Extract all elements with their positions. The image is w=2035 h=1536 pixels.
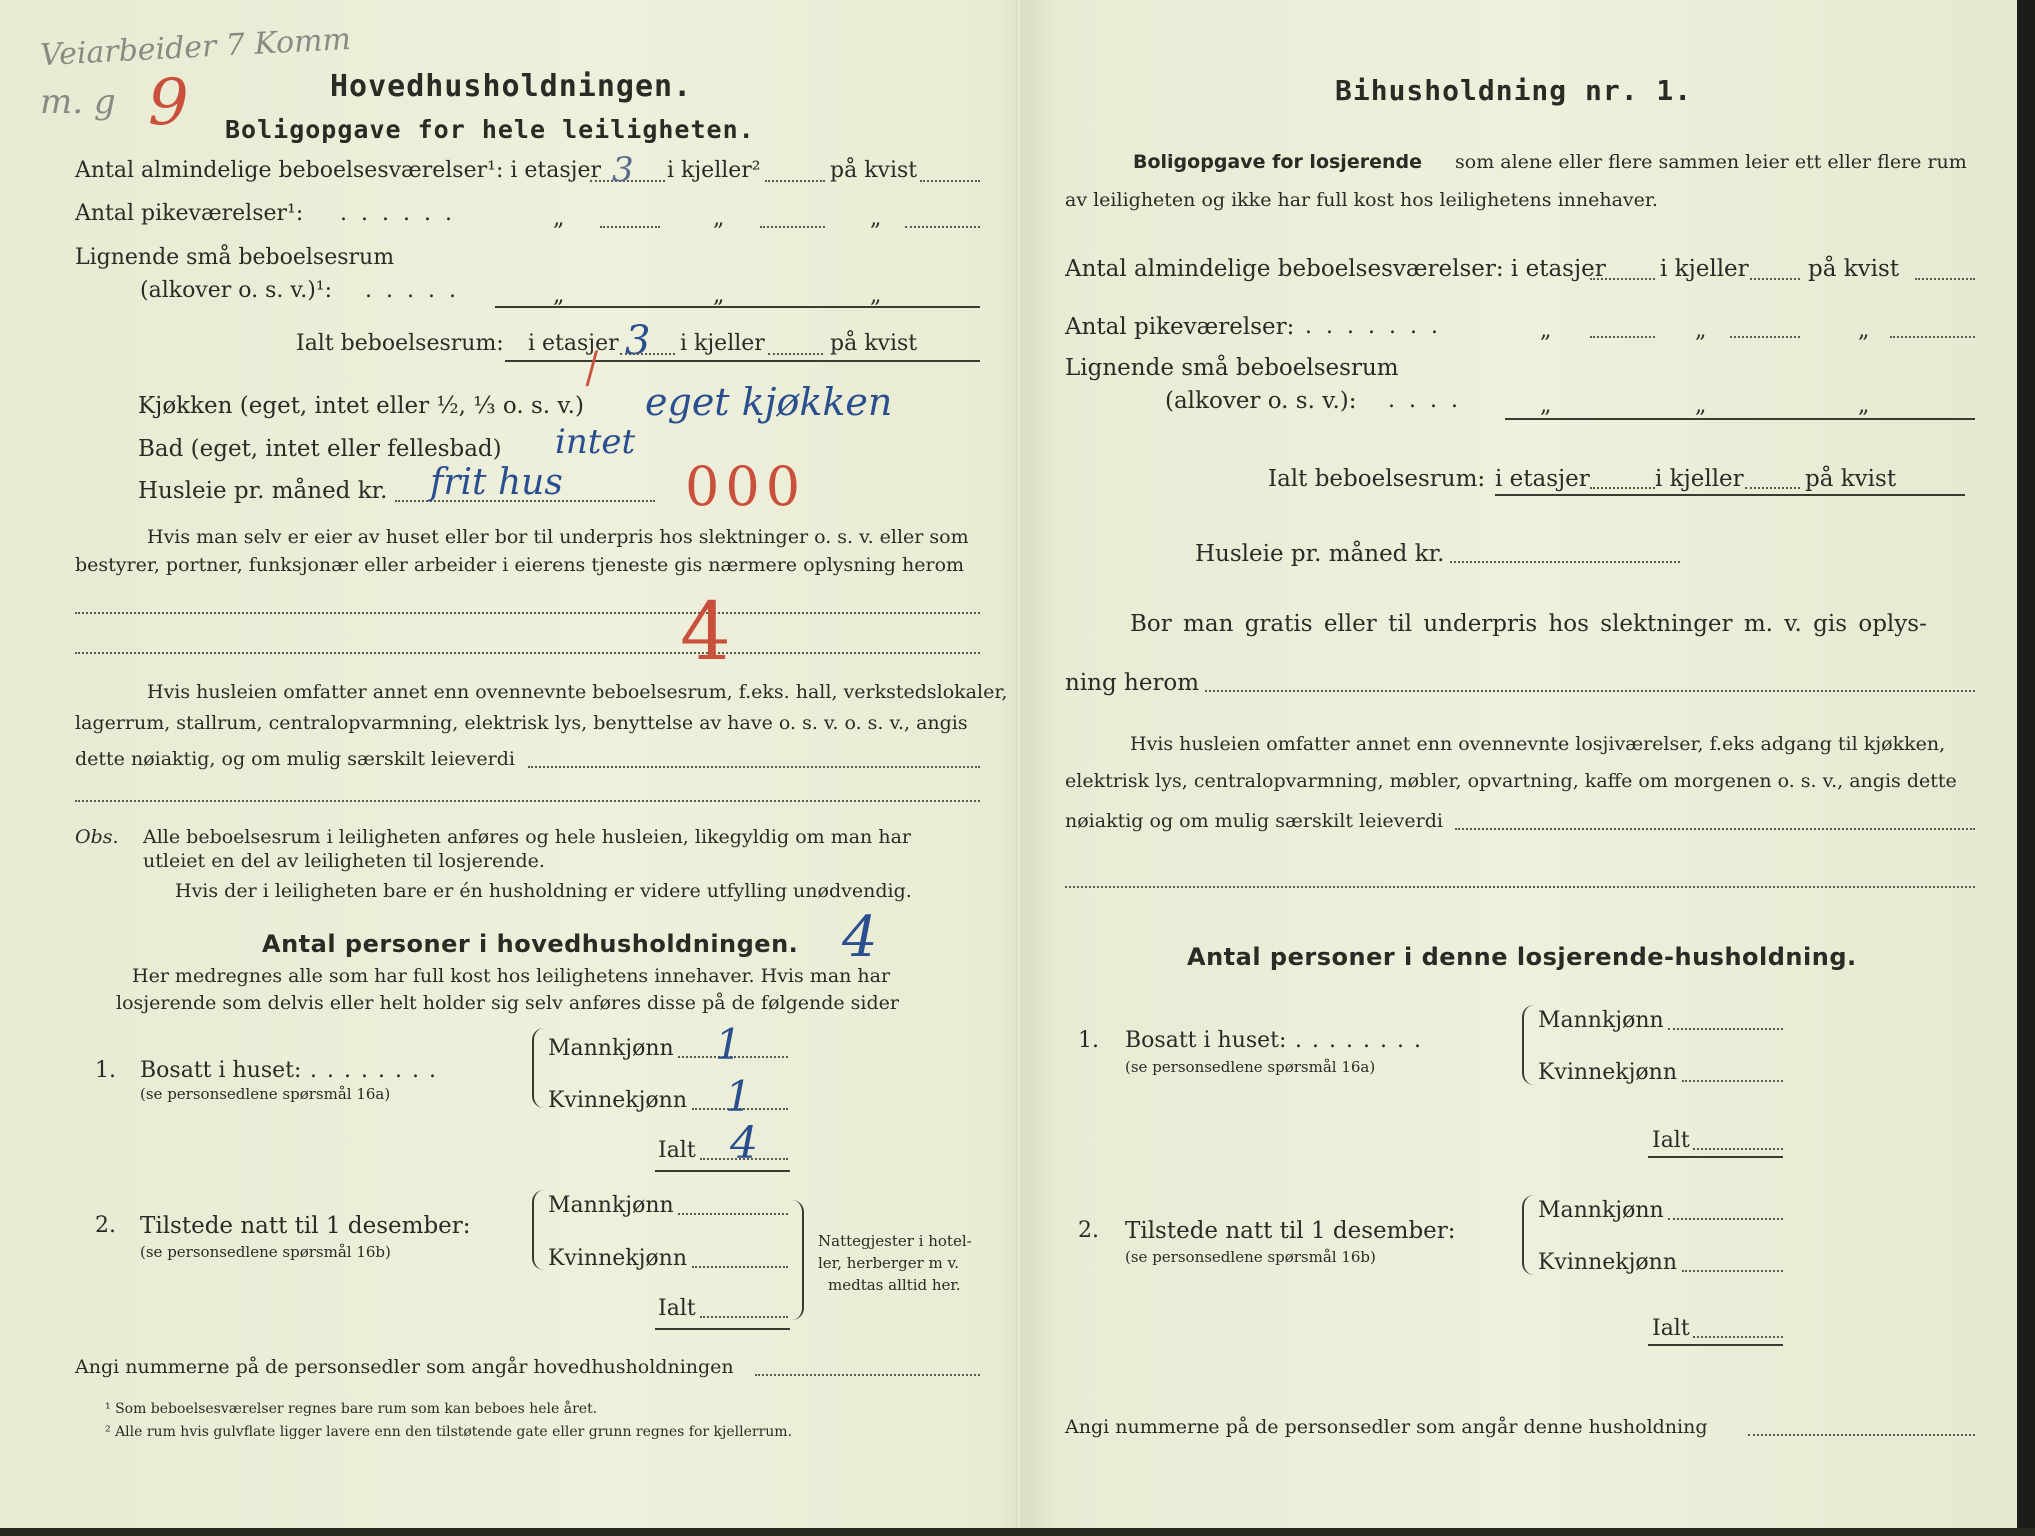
husleie-label: Husleie pr. måned kr. (138, 478, 388, 504)
right-intro-line-2: av leiligheten og ikke har full kost hos leilighetens innehaver. (1065, 189, 1658, 211)
right-q2-ialt-underline (1648, 1344, 1783, 1346)
left-q1-sub: (se personsedlene spørsmål 16a) (140, 1085, 391, 1103)
right-q2-number: 2. (1078, 1218, 1099, 1243)
right-field-ialt-etasjer[interactable] (1590, 487, 1655, 489)
right-omfatter-field[interactable] (1455, 828, 1975, 830)
right-persons-title: Antal personer i denne losjerende-husholdning. (1187, 943, 1857, 971)
handwritten-bad-value: intet (555, 422, 636, 462)
left-q2-ialt-underline (655, 1328, 790, 1330)
handwritten-red-husleie: 000 (685, 455, 807, 518)
ialt-etasjer-label: i etasjer (528, 331, 619, 356)
ditto-mark: „ (1695, 318, 1707, 343)
right-field-pike-etasjer[interactable] (1590, 336, 1655, 338)
handwritten-ialt-etasjer: 3 (625, 318, 651, 364)
field-pike-kjeller[interactable] (760, 226, 825, 228)
left-persons-text-line-1: Her medregnes alle som har full kost hos leilighetens innehaver. Hvis man har (132, 965, 891, 987)
natt-note-line-2: ler, herberger m v. (818, 1254, 959, 1272)
right-q2-sub: (se personsedlene spørsmål 16b) (1125, 1248, 1376, 1266)
right-antal-kvist-label: på kvist (1808, 256, 1900, 282)
left-q2-brace (532, 1190, 544, 1270)
omfatter-answer-line-2[interactable] (75, 800, 980, 802)
left-q2-label: Tilstede natt til 1 desember: (140, 1213, 471, 1239)
right-q1-number: 1. (1078, 1028, 1099, 1053)
left-persons-title: Antal personer i hovedhusholdningen. (262, 930, 799, 958)
field-antal-kjeller[interactable] (765, 180, 825, 182)
right-q1-leader: ........ (1295, 1028, 1431, 1053)
right-q1-label: Bosatt i huset: (1125, 1028, 1287, 1053)
right-q1-mann-label: Mannkjønn (1538, 1008, 1664, 1033)
right-q2-ialt-field[interactable] (1693, 1336, 1783, 1338)
ditto-mark: „ (870, 206, 882, 231)
handwritten-red-number: 9 (148, 66, 189, 140)
omfatter-answer-line[interactable] (528, 766, 980, 768)
right-ialt-underline (1495, 494, 1965, 496)
right-ialt-kvist-label: på kvist (1805, 466, 1897, 492)
left-angi-text: Angi nummerne på de personsedler som angår hovedhusholdningen (75, 1356, 734, 1378)
obs-text-line-3: Hvis der i leiligheten bare er én husholdning er videre utfylling unødvendig. (175, 880, 912, 902)
right-field-pike-kjeller[interactable] (1730, 336, 1800, 338)
right-q2-ialt-label: Ialt (1652, 1316, 1690, 1341)
right-field-antal-kvist[interactable] (1915, 278, 1975, 280)
right-intro-bold: Boligopgave for losjerende (1133, 151, 1422, 173)
ialt-kvist-label: på kvist (830, 331, 918, 356)
right-intro-line-1: som alene eller flere sammen leier ett eller flere rum (1455, 151, 1967, 173)
eier-answer-line-1[interactable] (75, 612, 980, 614)
sum-line (495, 306, 980, 308)
omfatter-text-line-1: Hvis husleien omfatter annet enn ovennevnte beboelsesrum, f.eks. hall, verkstedslokaler, (147, 681, 1008, 703)
bad-label: Bad (eget, intet eller fellesbad) (138, 436, 502, 462)
left-q2-ialt-label: Ialt (658, 1296, 696, 1321)
ditto-mark: „ (1540, 318, 1552, 343)
footnote-2: ² Alle rum hvis gulvflate ligger lavere enn den tilstøtende gate eller grunn regnes for kjellerrum. (105, 1424, 793, 1440)
ialt-underline (505, 360, 980, 362)
eier-text-line-2: bestyrer, portner, funksjonær eller arbeider i eierens tjeneste gis nærmere oplysning herom (75, 554, 965, 576)
right-q1-brace (1522, 1005, 1534, 1085)
left-page-subtitle: Boligopgave for hele leiligheten. (225, 115, 755, 144)
left-q1-kvinne-label: Kvinnekjønn (548, 1088, 687, 1113)
field-pike-etasjer[interactable] (600, 226, 660, 228)
obs-text-line-2: utleiet en del av leiligheten til losjerende. (143, 850, 545, 872)
right-q1-ialt-label: Ialt (1652, 1128, 1690, 1153)
right-angi-text: Angi nummerne på de personsedler som angår denne husholdning (1065, 1416, 1708, 1438)
right-q2-kvinne-field[interactable] (1682, 1270, 1783, 1272)
row-antal-kjeller-label: i kjeller² (667, 158, 761, 183)
right-field-ialt-kjeller[interactable] (1745, 487, 1800, 489)
left-q1-number: 1. (95, 1058, 116, 1083)
right-q2-mann-label: Mannkjønn (1538, 1198, 1664, 1223)
row-pike-label: Antal pikeværelser¹: (75, 201, 304, 226)
omfatter-text-line-3: dette nøiaktig, og om mulig særskilt leieverdi (75, 748, 515, 770)
footnote-1: ¹ Som beboelsesværelser regnes bare rum som kan beboes hele året. (105, 1401, 598, 1417)
left-q2-mann-field[interactable] (678, 1213, 788, 1215)
handwritten-occupation-note: Veiarbeider 7 Komm (39, 21, 352, 74)
left-q2-sub: (se personsedlene spørsmål 16b) (140, 1243, 391, 1261)
row-lignende-label-1: Lignende små beboelsesrum (75, 245, 395, 270)
left-q1-brace (532, 1028, 544, 1108)
right-field-pike-kvist[interactable] (1890, 336, 1975, 338)
right-ialt-label: Ialt beboelsesrum: (1268, 466, 1486, 492)
right-q2-brace (1522, 1195, 1534, 1275)
right-row-lignende-label-2: (alkover o. s. v.): (1165, 388, 1357, 414)
eier-text-line-1: Hvis man selv er eier av huset eller bor til underpris hos slektninger o. s. v. eller som (147, 526, 969, 548)
left-q2-number: 2. (95, 1213, 116, 1238)
right-q1-sub: (se personsedlene spørsmål 16a) (1125, 1058, 1376, 1076)
right-row-pike-label: Antal pikeværelser: (1065, 314, 1295, 340)
right-antal-kjeller-label: i kjeller (1660, 256, 1749, 282)
right-sum-line (1505, 418, 1975, 420)
field-ialt-kjeller[interactable] (768, 353, 823, 355)
left-q2-kvinne-field[interactable] (692, 1266, 788, 1268)
left-q2-right-brace (792, 1200, 804, 1320)
right-field-antal-etasjer[interactable] (1590, 278, 1655, 280)
handwritten-kjokken-value: eget kjøkken (645, 380, 893, 424)
ditto-mark: „ (553, 283, 565, 308)
right-row-antal-label: Antal almindelige beboelsesværelser: i etasjer (1065, 256, 1606, 282)
ialt-kjeller-label: i kjeller (680, 331, 765, 356)
right-q1-mann-field[interactable] (1668, 1028, 1783, 1030)
left-angi-field[interactable] (755, 1374, 980, 1376)
row-antal-kvist-label: på kvist (830, 158, 918, 183)
right-gratis-line-1: Bor man gratis eller til underpris hos slektninger m. v. gis oplys- (1130, 611, 1927, 637)
handwritten-red-stroke: / (580, 344, 604, 392)
ditto-mark: „ (713, 283, 725, 308)
row-lignende-leader: ..... (365, 278, 470, 303)
right-page-title: Bihusholdning nr. 1. (1335, 74, 1693, 107)
ditto-mark: „ (1540, 393, 1552, 418)
ditto-mark: „ (553, 206, 565, 231)
right-ialt-kjeller-label: i kjeller (1655, 466, 1744, 492)
right-omfatter-line-2: elektrisk lys, centralopvarmning, møbler, opvartning, kaffe om morgenen o. s. v., angis dette (1065, 770, 1957, 792)
page-fold (1016, 0, 1022, 1536)
right-q1-ialt-underline (1648, 1156, 1783, 1158)
natt-note-line-1: Nattegjester i hotel- (818, 1232, 972, 1250)
right-q1-kvinne-label: Kvinnekjønn (1538, 1060, 1677, 1085)
obs-text-line-1: Alle beboelsesrum i leiligheten anføres og hele husleien, likegyldig om man har (143, 826, 911, 848)
row-lignende-label-2: (alkover o. s. v.)¹: (140, 278, 333, 303)
scan-edge-right (2017, 0, 2035, 1536)
right-q2-kvinne-label: Kvinnekjønn (1538, 1250, 1677, 1275)
scan-edge-bottom (0, 1528, 2035, 1536)
right-field-husleie[interactable] (1450, 561, 1680, 563)
right-row-lignende-label-1: Lignende små beboelsesrum (1065, 355, 1399, 381)
left-q1-label: Bosatt i huset: (140, 1058, 302, 1083)
left-q1-ialt-label: Ialt (658, 1138, 696, 1163)
left-q1-mann-label: Mannkjønn (548, 1036, 674, 1061)
left-q1-leader: ........ (310, 1058, 446, 1083)
ditto-mark: „ (870, 283, 882, 308)
left-q2-mann-label: Mannkjønn (548, 1193, 674, 1218)
ditto-mark: „ (1858, 393, 1870, 418)
kjokken-label: Kjøkken (eget, intet eller ½, ⅓ o. s. v.) (138, 393, 584, 419)
row-antal-label: Antal almindelige beboelsesværelser¹: i etasjer (75, 158, 602, 183)
ditto-mark: „ (713, 206, 725, 231)
omfatter-text-line-2: lagerrum, stallrum, centralopvarmning, elektrisk lys, benyttelse av have o. s. v. o. s. v., angis (75, 712, 968, 734)
right-gratis-line-2: ning herom (1065, 670, 1200, 696)
field-ialt-etasjer[interactable] (620, 353, 675, 355)
handwritten-persons-total: 4 (842, 905, 878, 970)
right-q1-kvinne-field[interactable] (1682, 1080, 1783, 1082)
left-q2-ialt-field[interactable] (700, 1316, 788, 1318)
right-row-pike-leader: ....... (1305, 314, 1452, 339)
eier-answer-line-2[interactable] (75, 652, 980, 654)
right-q2-mann-field[interactable] (1668, 1218, 1783, 1220)
handwritten-mg-note: m. g (40, 82, 116, 122)
right-husleie-label: Husleie pr. måned kr. (1195, 541, 1445, 567)
left-persons-text-line-2: losjerende som delvis eller helt holder sig selv anføres disse på de følgende sider (116, 992, 899, 1014)
handwritten-red-four: 4 (680, 585, 731, 678)
left-q1-ialt-underline (655, 1170, 790, 1172)
right-omfatter-line-1: Hvis husleien omfatter annet enn ovennevnte losjiværelser, f.eks adgang til kjøkken, (1130, 733, 1946, 755)
ditto-mark: „ (1858, 318, 1870, 343)
right-omfatter-line-3: nøiaktig og om mulig særskilt leieverdi (1065, 810, 1443, 832)
field-pike-kvist[interactable] (905, 226, 980, 228)
handwritten-ialt-value: 4 (730, 1118, 758, 1169)
obs-label: Obs. (75, 826, 119, 848)
right-q1-ialt-field[interactable] (1693, 1148, 1783, 1150)
ialt-beboelsesrum-label: Ialt beboelsesrum: (296, 331, 504, 356)
right-gratis-field[interactable] (1205, 690, 1975, 692)
field-antal-kvist[interactable] (920, 180, 980, 182)
right-row-lignende-leader: .... (1388, 388, 1472, 413)
handwritten-mann-value: 1 (715, 1020, 742, 1069)
row-pike-leader: ...... (340, 201, 466, 226)
right-field-antal-kjeller[interactable] (1750, 278, 1800, 280)
handwritten-husleie-value: frit hus (430, 462, 563, 503)
right-angi-field[interactable] (1748, 1434, 1975, 1436)
left-q2-kvinne-label: Kvinnekjønn (548, 1246, 687, 1271)
right-omfatter-field-2[interactable] (1065, 886, 1975, 888)
ditto-mark: „ (1695, 393, 1707, 418)
right-q2-label: Tilstede natt til 1 desember: (1125, 1218, 1456, 1244)
natt-note-line-3: medtas alltid her. (828, 1276, 961, 1294)
left-page-title: Hovedhusholdningen. (330, 69, 693, 104)
right-ialt-etasjer-label: i etasjer (1495, 466, 1590, 492)
handwritten-kvinne-value: 1 (725, 1072, 752, 1121)
handwritten-etasjer-value: 3 (612, 150, 634, 190)
